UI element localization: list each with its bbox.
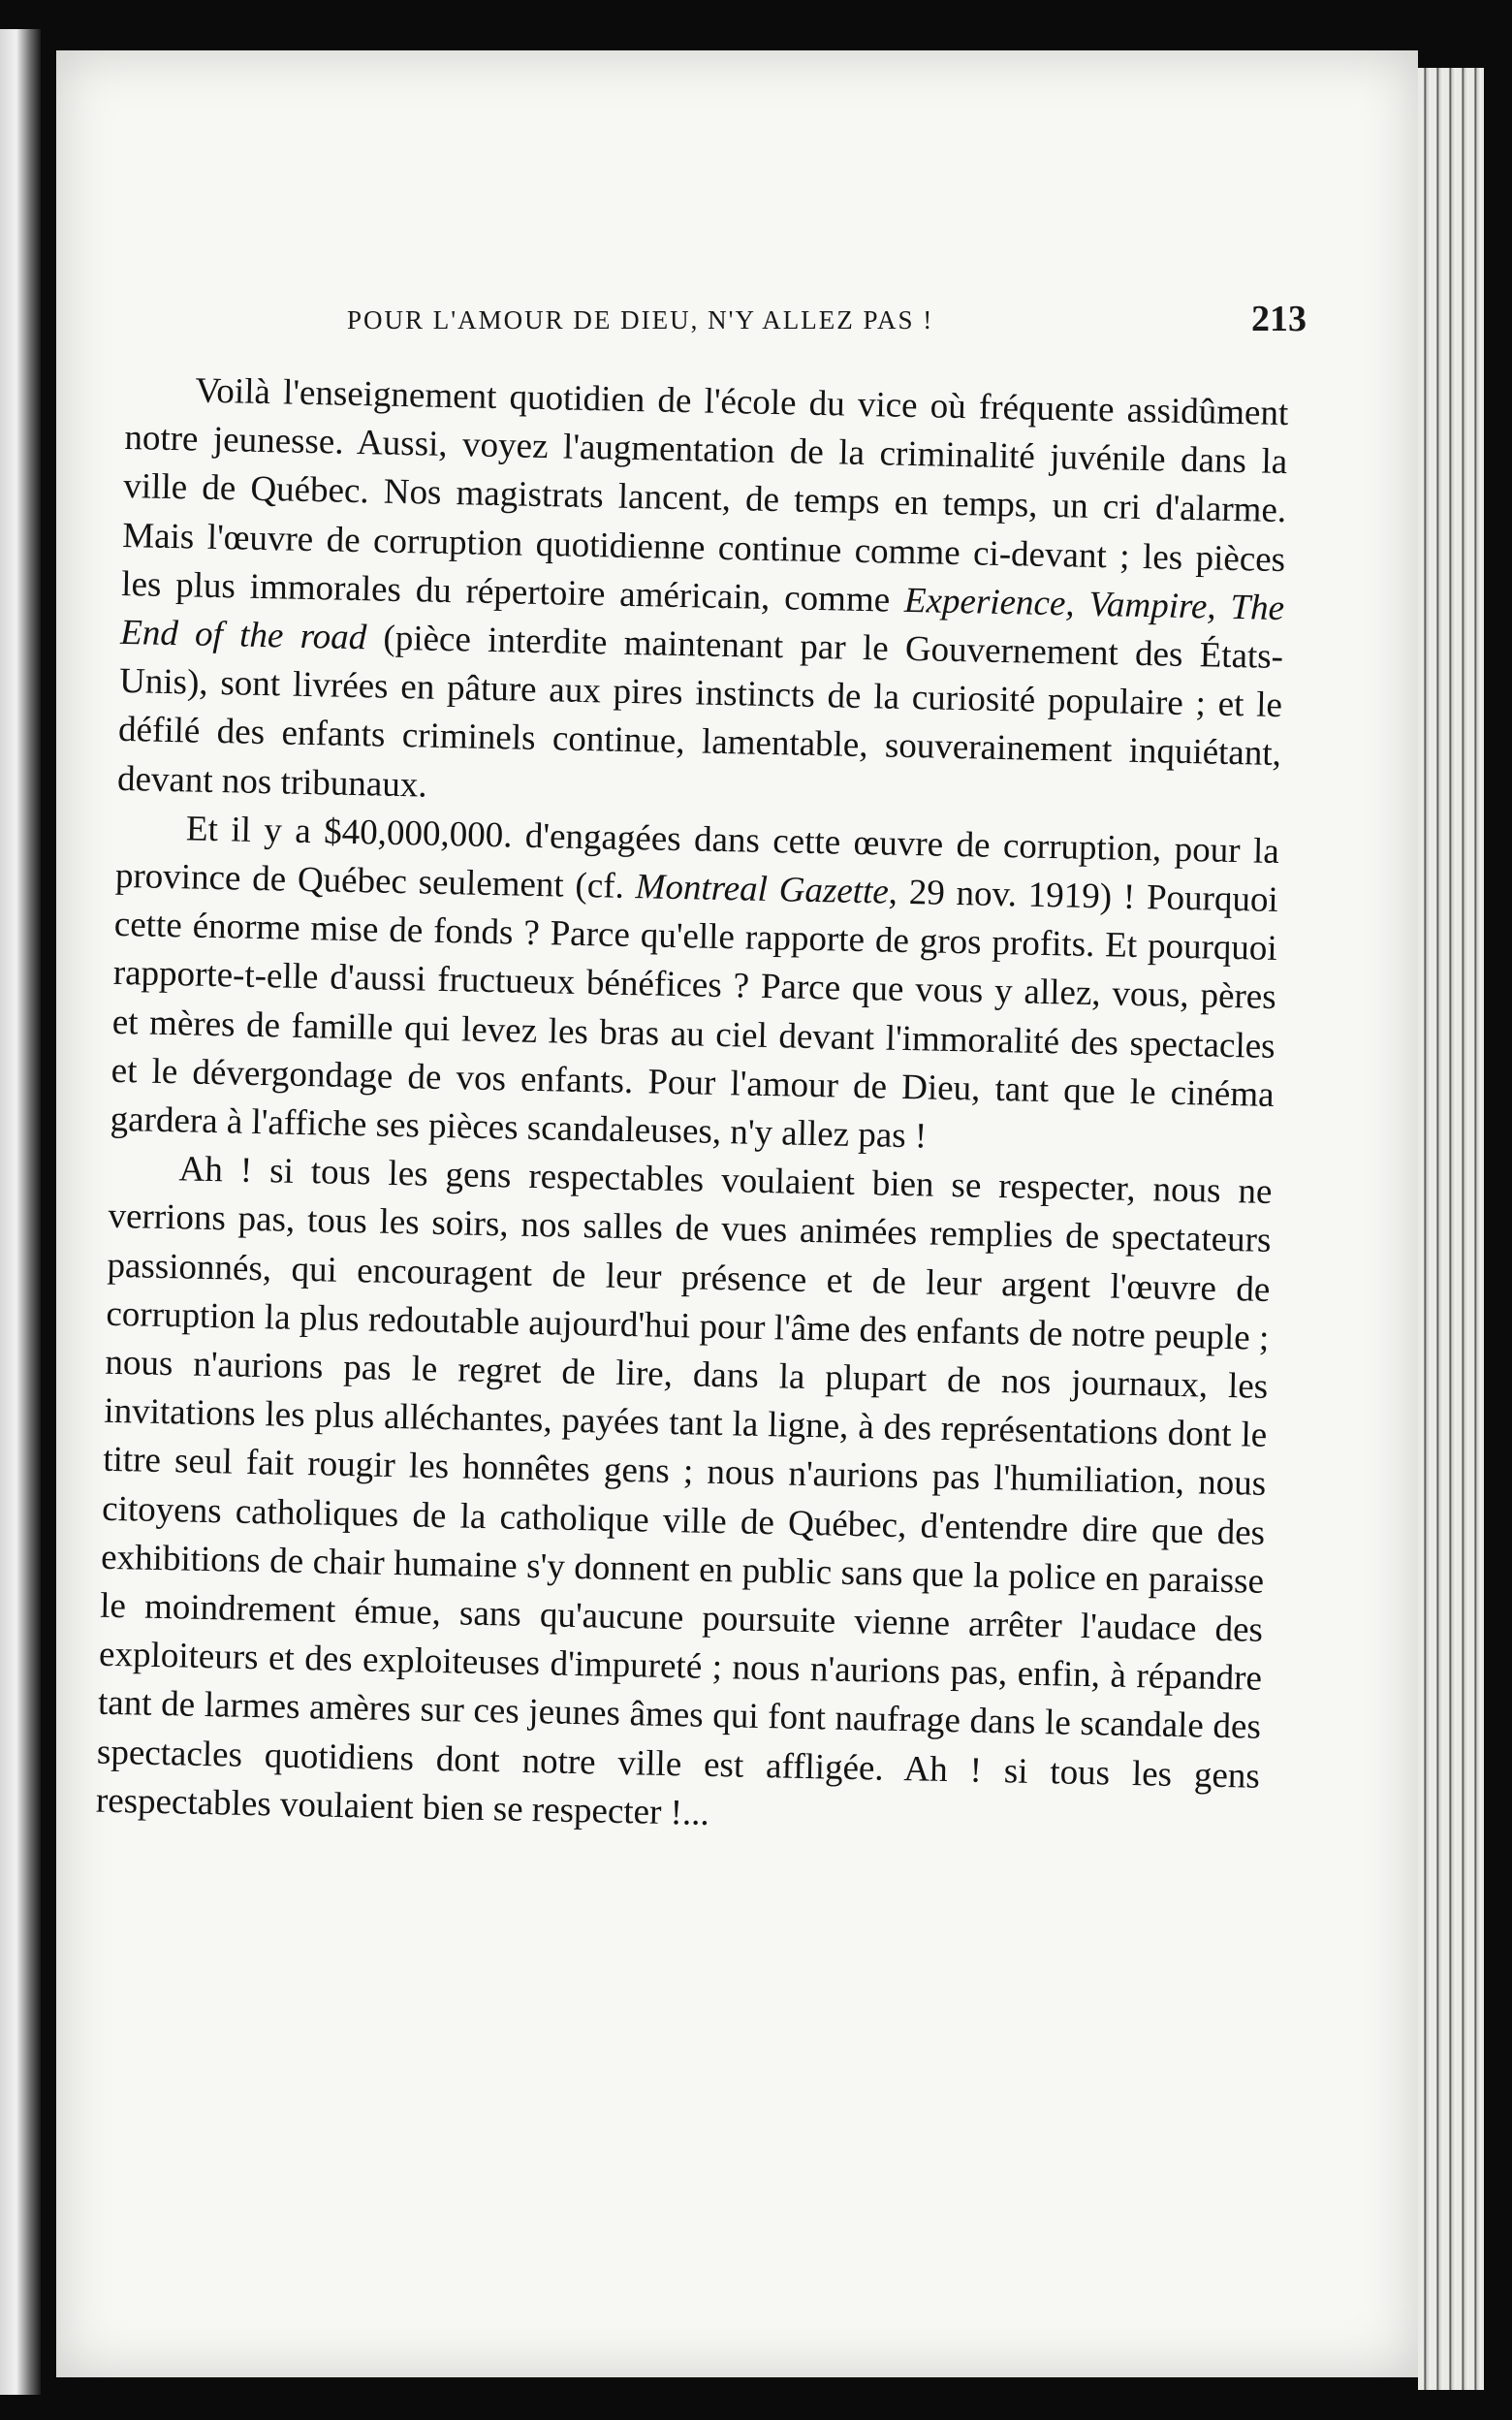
- adjacent-page-edge: [0, 29, 41, 2395]
- page-stack-edge: [1418, 68, 1484, 2390]
- paragraph-2-part-1: Et il y a $40,000,000. d'engagées dans cette œuvre de corruption, pour la province de Québec seulement (cf.: [114, 809, 1280, 908]
- italic-titles: Experience, Vampire, The End of the road: [119, 580, 1285, 658]
- paragraph-1-part-2: (pièce interdite maintenant par le Gouvernement des États-Unis), sont livrées en pâture aux pires instincts de la curiosité populaire ; et le défilé des enfants criminels continue, lamentable, souverainement inquiétant, devant nos tribunaux.: [116, 618, 1284, 806]
- page-number: 213: [1251, 299, 1307, 339]
- paragraph-3: Ah ! si tous les gens respectables voulaient bien se respecter, nous ne verrions pas, tous les soirs, nos salles de vues animées remplies de spectateurs passionnés, qui encouragent de leur présence et de leur argent l'œuvre de corruption la plus redoutable aujourd'hui pour l'âme des enfants de notre peuple ; nous n'aurions pas le regret de lire, dans la plupart de nos journaux, les invitations les plus alléchantes, payées tant la ligne, à des représentations dont le titre seul fait rougir les honnêtes gens ; nous n'aurions pas l'humiliation, nous citoyens catholiques de la catholique ville de Québec, d'entendre dire que des exhibitions de chair humaine s'y donnent en public sans que la police en paraisse le moindrement émue, sans qu'aucune poursuite vienne arrêter l'audace des exploiteurs et des exploiteuses d'impureté ; nous n'aurions pas, enfin, à répandre tant de larmes amères sur ces jeunes âmes qui font naufrage dans le scandale des spectacles quotidiens dont notre ville est affligée. Ah ! si tous les gens respectables voulaient bien se respecter !...: [95, 1149, 1273, 1833]
- paragraph-1: [117, 366, 1289, 828]
- page-header: [347, 298, 1307, 356]
- body-text: [95, 366, 1288, 1850]
- paragraph-2: [110, 804, 1279, 1168]
- paragraph-1-part-1: Voilà l'enseignement quotidien de l'école du vice où fréquente assidûment notre jeunesse. Aussi, voyez l'augmentation de la criminalité juvénile dans la ville de Québec. Nos magistrats lancent, de temps en temps, un cri d'alarme. Mais l'œuvre de corruption quotidienne continue comme ci-devant ; les pièces les plus immorales du répertoire américain, comme: [120, 370, 1289, 621]
- book-page: [56, 50, 1418, 2377]
- paragraph-2-part-2: , 29 nov. 1919) ! Pourquoi cette énorme mise de fonds ? Parce qu'elle rapporte de gros profits. Et pourquoi rapporte-t-elle d'aussi fructueux bénéfices ? Parce que vous y allez, vous, pères et mères de famille qui levez les bras au ciel devant l'immoralité des spectacles et le dévergondage de vos enfants. Pour l'amour de Dieu, tant que le cinéma gardera à l'affiche ses pièces scandaleuses, n'y allez pas !: [110, 872, 1279, 1157]
- running-title: POUR L'AMOUR DE DIEU, N'Y ALLEZ PAS !: [347, 305, 934, 334]
- italic-citation: Montreal Gazette: [635, 867, 890, 912]
